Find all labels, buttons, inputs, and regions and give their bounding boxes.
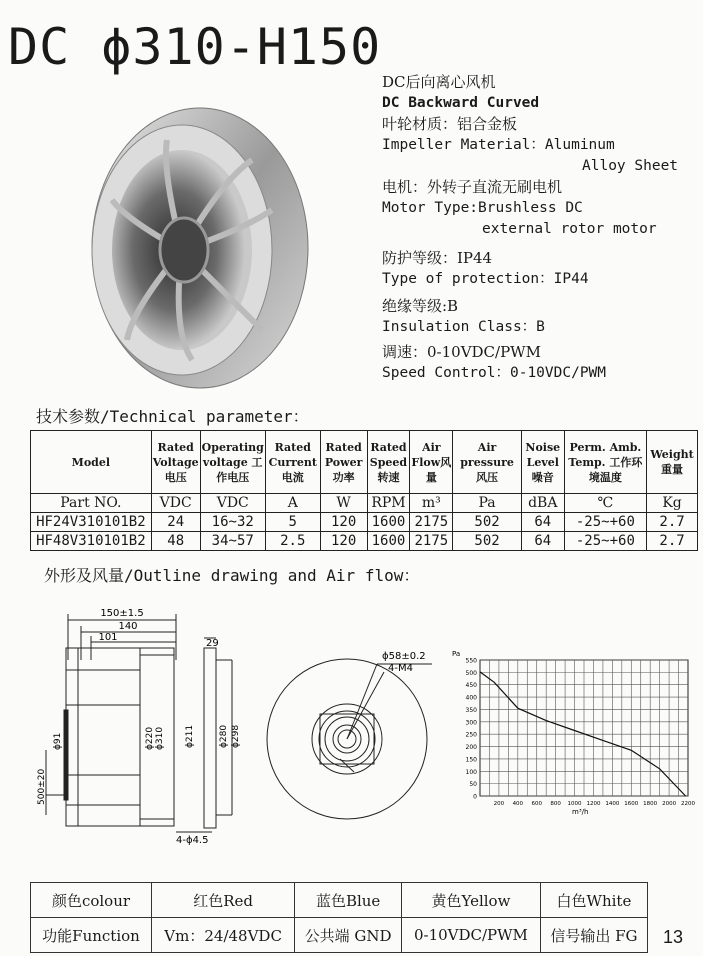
insulation-en: Insulation Class：B (382, 319, 545, 335)
chart-y-tick-label: 0 (473, 793, 477, 801)
table-cell: -25~+60 (564, 532, 646, 551)
col-noise-level: Noise Level 噪音 (521, 431, 564, 494)
dim-101: 101 (98, 632, 118, 643)
chart-y-tick-label: 250 (465, 731, 477, 739)
chart-x-tick-label: 1400 (605, 801, 620, 807)
col-operating-voltage: Operating voltage 工作电压 (200, 431, 265, 494)
fan-type-cn: DC后向离心风机 (382, 73, 496, 91)
air-flow-chart (446, 648, 698, 820)
unit-cell: Pa (453, 494, 522, 513)
table-cell: 2.7 (647, 513, 698, 532)
table-cell: Vm：24/48VDC (152, 918, 295, 953)
chart-y-tick-label: 100 (465, 768, 477, 776)
dim-holes: 4-ϕ4.5 (176, 835, 209, 846)
chart-y-tick-label: 400 (465, 694, 477, 702)
col-rated-speed: Rated Speed 转速 (367, 431, 410, 494)
table-cell: HF24V310101B2 (31, 513, 152, 532)
chart-y-tick-label: 50 (469, 781, 477, 789)
dim-500: 500±20 (37, 768, 47, 805)
tech-parameter-table (30, 430, 698, 551)
tech-header-row (31, 431, 698, 494)
chart-xlabel: m³/h (572, 808, 589, 816)
dim-d310: ϕ310 (155, 726, 165, 750)
table-cell: 2175 (410, 513, 453, 532)
table-row (31, 918, 648, 953)
table-cell: 5 (265, 513, 320, 532)
chart-x-tick-label: 600 (531, 801, 542, 807)
page-title: DC ϕ310-H150 (8, 18, 382, 76)
unit-cell: VDC (200, 494, 265, 513)
unit-cell: Kg (647, 494, 698, 513)
table-cell: 64 (521, 513, 564, 532)
table-cell: HF48V310101B2 (31, 532, 152, 551)
chart-y-tick-label: 200 (465, 744, 477, 752)
table-row (31, 883, 648, 918)
table-cell: 34~57 (200, 532, 265, 551)
table-cell: 48 (151, 532, 200, 551)
table-row (31, 532, 698, 551)
table-cell: 颜色colour (31, 883, 152, 918)
col-rated-current: Rated Current 电流 (265, 431, 320, 494)
chart-x-tick-label: 1800 (643, 801, 658, 807)
dim-d280: ϕ280 (219, 724, 229, 748)
unit-cell: dBA (521, 494, 564, 513)
table-cell: 120 (320, 513, 367, 532)
tech-parameter-heading: 技术参数/Technical parameter： (36, 407, 309, 426)
table-cell: 2.7 (647, 532, 698, 551)
chart-x-tick-label: 1200 (586, 801, 601, 807)
protection-en: Type of protection：IP44 (382, 271, 589, 287)
table-cell: 黄色Yellow (402, 883, 541, 918)
table-cell: 16~32 (200, 513, 265, 532)
col-air-flow: Air Flow风量 (410, 431, 453, 494)
chart-x-tick-label: 2200 (681, 801, 695, 807)
motor-type-en: Motor Type:Brushless DC (382, 200, 583, 216)
col-air-pressure: Air pressure 风压 (453, 431, 522, 494)
table-cell: 24 (151, 513, 200, 532)
dim-d58: ϕ58±0.2 (382, 651, 426, 662)
fan-product-image (72, 100, 312, 400)
table-row (31, 513, 698, 532)
table-cell: 120 (320, 532, 367, 551)
dim-d220: ϕ220 (145, 726, 155, 750)
table-cell: 0-10VDC/PWM (402, 918, 541, 953)
impeller-material-cn: 叶轮材质：铝合金板 (382, 115, 518, 133)
speed-control-en: Speed Control：0-10VDC/PWM (382, 365, 607, 381)
impeller-material-en: Impeller Material：Aluminum (382, 137, 615, 153)
chart-x-tick-label: 1600 (624, 801, 639, 807)
col-model: Model (31, 431, 152, 494)
fan-type-en: DC Backward Curved (382, 95, 540, 111)
table-cell: 1600 (367, 513, 410, 532)
table-cell: 公共端 GND (295, 918, 402, 953)
col-weight: Weight 重量 (647, 431, 698, 494)
dim-d211: ϕ211 (185, 724, 195, 748)
table-cell: 1600 (367, 532, 410, 551)
unit-cell: ℃ (564, 494, 646, 513)
table-cell: 白色White (540, 883, 647, 918)
table-cell: 2175 (410, 532, 453, 551)
table-cell: 功能Function (31, 918, 152, 953)
chart-x-tick-label: 400 (512, 801, 524, 807)
col-temperature: Perm. Amb. Temp. 工作环境温度 (564, 431, 646, 494)
table-cell: 信号输出 FG (540, 918, 647, 953)
protection-cn: 防护等级：IP44 (382, 249, 493, 267)
page-number: 13 (662, 927, 683, 947)
unit-cell: A (265, 494, 320, 513)
chart-y-tick-label: 300 (465, 719, 477, 727)
motor-type-en-cont: external rotor motor (482, 221, 657, 237)
dim-29: 29 (206, 638, 219, 649)
chart-y-tick-label: 500 (465, 669, 477, 677)
table-cell: 红色Red (152, 883, 295, 918)
insulation-cn: 绝缘等级:B (382, 297, 459, 315)
col-rated-power: Rated Power 功率 (320, 431, 367, 494)
unit-cell: VDC (151, 494, 200, 513)
table-cell: -25~+60 (564, 513, 646, 532)
table-cell: 502 (453, 532, 522, 551)
chart-y-tick-label: 150 (465, 756, 477, 764)
unit-cell: W (320, 494, 367, 513)
col-rated-voltage: Rated Voltage 电压 (151, 431, 200, 494)
chart-y-tick-label: 450 (465, 682, 477, 690)
speed-control-cn: 调速：0-10VDC/PWM (382, 343, 541, 361)
chart-ylabel: Pa (452, 650, 461, 658)
table-cell: 502 (453, 513, 522, 532)
chart-x-tick-label: 800 (550, 801, 561, 807)
outline-heading: 外形及风量/Outline drawing and Air flow： (44, 566, 420, 585)
tech-units-row (31, 494, 698, 513)
dim-150: 150±1.5 (100, 608, 144, 619)
unit-cell: RPM (367, 494, 410, 513)
chart-y-tick-label: 350 (465, 706, 477, 714)
table-cell: 2.5 (265, 532, 320, 551)
side-view-drawing (36, 600, 246, 850)
wire-color-table (30, 882, 648, 953)
table-cell: 蓝色Blue (295, 883, 402, 918)
chart-x-tick-label: 2000 (662, 801, 677, 807)
front-view-drawing (262, 644, 442, 824)
spec-list (382, 72, 700, 384)
dim-m4: 4-M4 (388, 663, 413, 674)
dim-d298: ϕ298 (231, 724, 241, 748)
chart-x-tick-label: 200 (493, 801, 505, 807)
unit-cell: Part NO. (31, 494, 152, 513)
dim-140: 140 (118, 621, 138, 632)
dim-d91: ϕ91 (53, 732, 63, 750)
impeller-material-en-cont: Alloy Sheet (582, 158, 679, 174)
unit-cell: m³ (410, 494, 453, 513)
table-cell: 64 (521, 532, 564, 551)
chart-y-tick-label: 550 (465, 657, 477, 665)
motor-type-cn: 电机：外转子直流无刷电机 (382, 178, 563, 196)
chart-x-tick-label: 1000 (567, 801, 582, 807)
